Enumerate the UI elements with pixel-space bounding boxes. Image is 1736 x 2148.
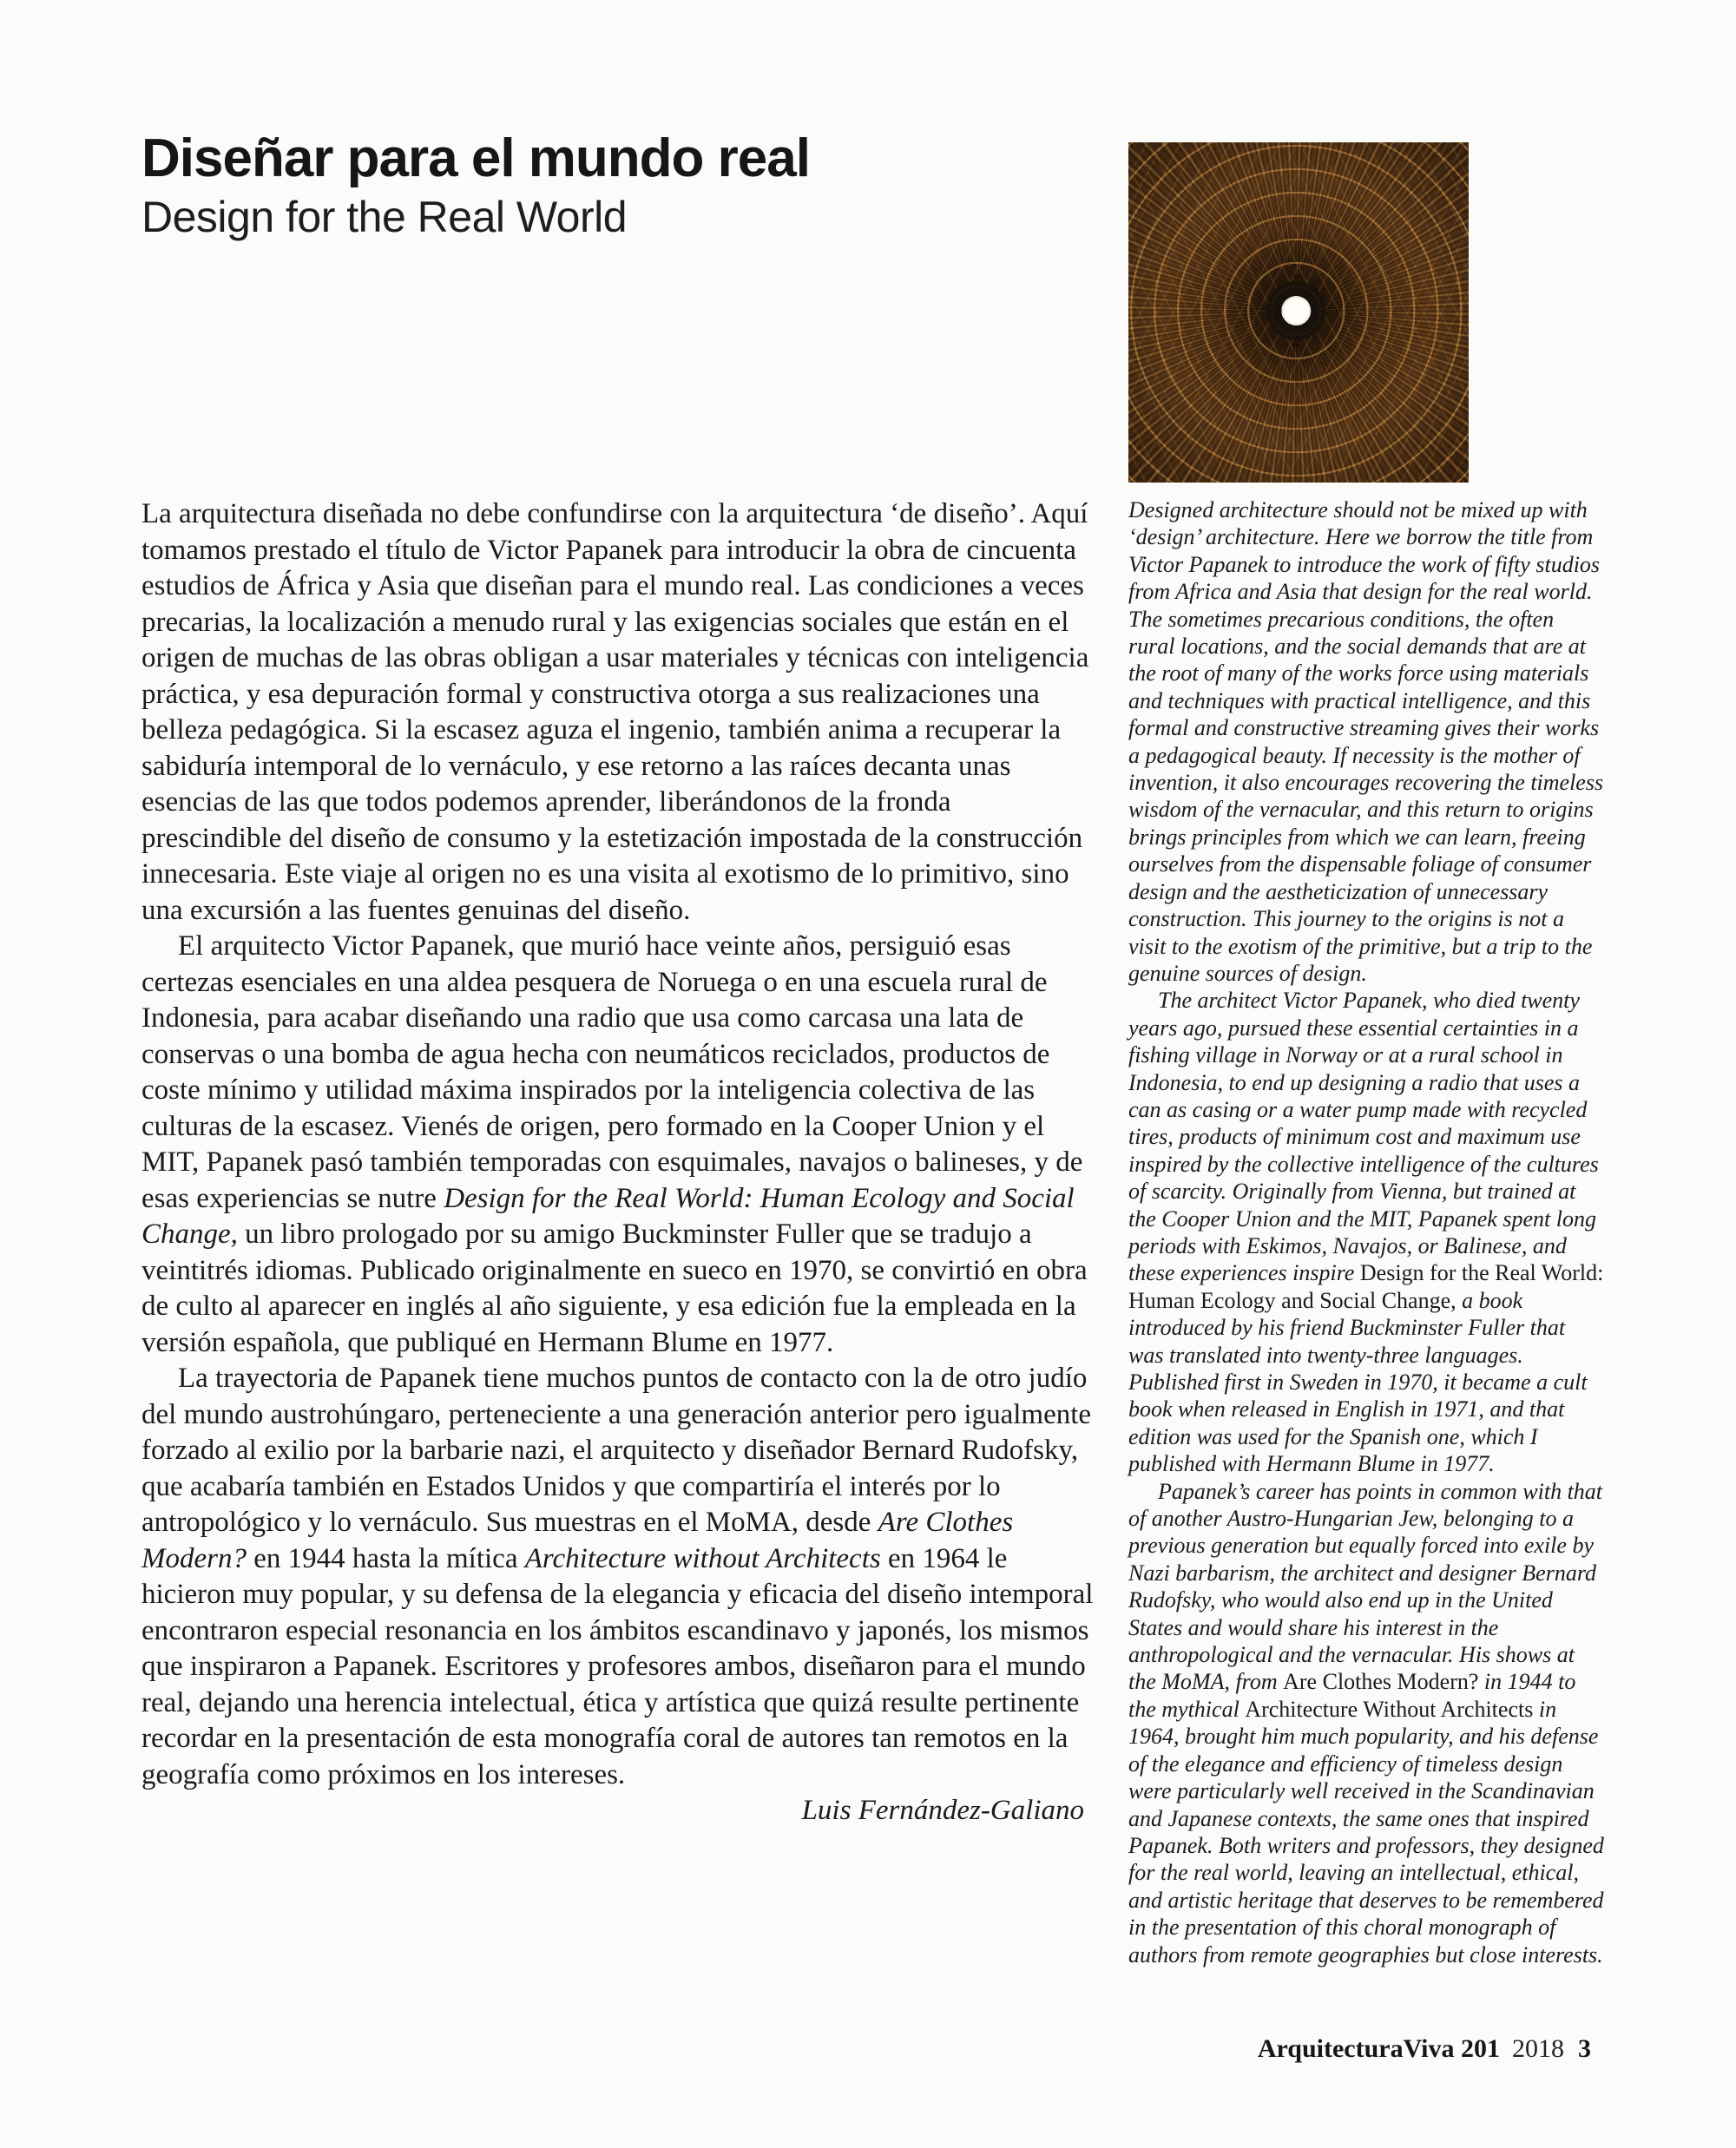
spanish-paragraph-3 — [141, 1361, 1096, 1793]
author-signature: Luis Fernández-Galiano — [801, 1795, 1084, 1826]
english-paragraph-3 — [1128, 1478, 1604, 1968]
magazine-name-issue: ArquitecturaViva 201 — [1257, 2034, 1500, 2063]
text-run: Designed architecture should not be mixed up with ‘design’ architecture. Here we borrow the title from Victor Papanek to introduce the work of fifty studios from Africa and Asia that design for the real world. The sometimes precarious conditions, the often rural locations, and the social demands that are at the root of many of the works force using materials and techniques with practical intelligence, and this formal and constructive streaming gives their works a pedagogical beauty. If necessity is the mother of invention, it also encourages recovering the timeless wisdom of the vernacular, and this return to origins brings principles from which we can learn, freeing ourselves from the dispensable foliage of consumer design and the aestheticization of unnecessary construction. This journey to the origins is not a visit to the exotism of the primitive, but a trip to the genuine sources of design. — [1128, 497, 1604, 986]
text-run: Are Clothes Modern? — [1283, 1669, 1479, 1695]
spanish-paragraph-2 — [141, 929, 1096, 1361]
dome-ceiling-photo — [1128, 142, 1469, 483]
text-run: La arquitectura diseñada no debe confundirse con la arquitectura ‘de diseño’. Aquí tomamos prestado el título de Victor Papanek para introducir la obra de cincuenta estudios de África y Asia que diseñan para el mundo real. Las condiciones a veces precarias, la localización a menudo rural y las exigencias sociales que están en el origen de muchas de las obras obligan a usar materiales y técnicas con inteligencia práctica, y esa depuración formal y constructiva otorga a sus realizaciones una belleza pedagógica. Si la escasez aguza el ingenio, también anima a recuperar la sabiduría intemporal de lo vernáculo, y ese retorno a las raíces decanta unas esencias de las que todos podemos aprender, liberándonos de la fronda prescindible del diseño de consumo y la estetización impostada de la construcción innecesaria. Este viaje al origen no es una visita al exotismo de lo primitivo, sino una excursión a las fuentes genuinas del diseño. — [141, 498, 1089, 926]
spanish-text-column — [141, 496, 1096, 1829]
article-title-spanish: Diseñar para el mundo real — [141, 128, 810, 188]
text-run: El arquitecto Victor Papanek, que murió hace veinte años, persiguió esas certezas esenciales en una aldea pesquera de Noruega o en una escuela rural de Indonesia, para acabar diseñando una radio que usa como carcasa una lata de conservas o una bomba de agua hecha con neumáticos reciclados, productos de coste mínimo y utilidad máxima inspirados por la inteligencia colectiva de las culturas de la escasez. Vienés de origen, pero formado en la Cooper Union y el MIT, Papanek pasó también temporadas con esquimales, navajos o balineses, y de esas experiencias se nutre — [141, 930, 1083, 1214]
text-run: in 1964, brought him much popularity, and his defense of the elegance and efficiency of timeless design were particularly well received in the Scandinavian and Japanese contexts, the same ones that inspired Papanek. Both writers and professors, they designed for the real world, leaving an intellectual, ethical, and artistic heritage that deserves to be remembered in the presentation of this choral monograph of authors from remote geographies but close interests. — [1128, 1696, 1604, 1967]
text-run: Architecture without Architects — [524, 1542, 881, 1574]
english-text-column — [1128, 496, 1604, 1968]
english-paragraph-2 — [1128, 987, 1604, 1477]
text-run: La trayectoria de Papanek tiene muchos puntos de contacto con la de otro judío del mundo austrohúngaro, perteneciente a una generación anterior pero igualmente forzado al exilio por la barbarie nazi, el arquitecto y diseñador Bernard Rudofsky, que acabaría también en Estados Unidos y que compartiría el interés por lo antropológico y lo vernáculo. Sus muestras en el MoMA, desde — [141, 1363, 1092, 1538]
article-header — [141, 130, 1140, 241]
text-run: Design for the Real World: Human Ecology and Social Change, — [141, 1182, 1075, 1250]
page-folio — [781, 2034, 1591, 2064]
text-run: en 1944 hasta la mítica — [246, 1542, 525, 1574]
text-run: Architecture Without Architects — [1245, 1696, 1534, 1722]
text-run: Design for the Real World: Human Ecology and Social Change, — [1128, 1260, 1604, 1313]
spanish-paragraph-1 — [141, 496, 1096, 929]
text-run: un libro prologado por su amigo Buckminster Fuller que se tradujo a veintitrés idiomas. Publicado originalmente en sueco en 1970, se convirtió en obra de culto al aparecer en inglés al año siguiente, y esa edición fue la empleada en la versión española, que publiqué en Hermann Blume en 1977. — [141, 1219, 1088, 1358]
text-run: a book introduced by his friend Buckminster Fuller that was translated into twenty-three languages. Published first in Sweden in 1970, it became a cult book when released in English in 1971, and that edition was used for the Spanish one, which I published with Hermann Blume in 1977. — [1128, 1287, 1588, 1477]
text-run: Are Clothes Modern? — [141, 1507, 1014, 1574]
text-run: in 1944 to the mythical — [1128, 1669, 1576, 1722]
folio-year: 2018 — [1512, 2034, 1564, 2063]
text-run: en 1964 le hicieron muy popular, y su defensa de la elegancia y eficacia del diseño intemporal encontraron especial resonancia en los ámbitos escandinavo y japonés, los mismos que inspiraron a Papanek. Escritores y profesores ambos, diseñaron para el mundo real, dejando una herencia intelectual, ética y artística que quizá resulte pertinente recordar en la presentación de esta monografía coral de autores tan remotos en la geografía como próximos en los intereses. — [141, 1542, 1094, 1790]
article-title-english: Design for the Real World — [141, 193, 628, 241]
english-paragraph-1 — [1128, 496, 1604, 987]
page-number: 3 — [1578, 2034, 1591, 2063]
text-run: Papanek’s career has points in common with that of another Austro-Hungarian Jew, belonging to a previous generation but equally forced into exile by Nazi barbarism, the architect and designer Bernard Rudofsky, who would also end up in the United States and would share his interest in the anthropological and the vernacular. His shows at the MoMA, from — [1128, 1478, 1603, 1695]
text-run: The architect Victor Papanek, who died twenty years ago, pursued these essential certainties in a fishing village in Norway or at a rural school in Indonesia, to end up designing a radio that uses a can as casing or a water pump made with recycled tires, products of minimum cost and maximum use inspired by the collective intelligence of the cultures of scarcity. Originally from Vienna, but trained at the Cooper Union and the MIT, Papanek spent long periods with Eskimos, Navajos, or Balinese, and these experiences inspire — [1128, 988, 1599, 1286]
